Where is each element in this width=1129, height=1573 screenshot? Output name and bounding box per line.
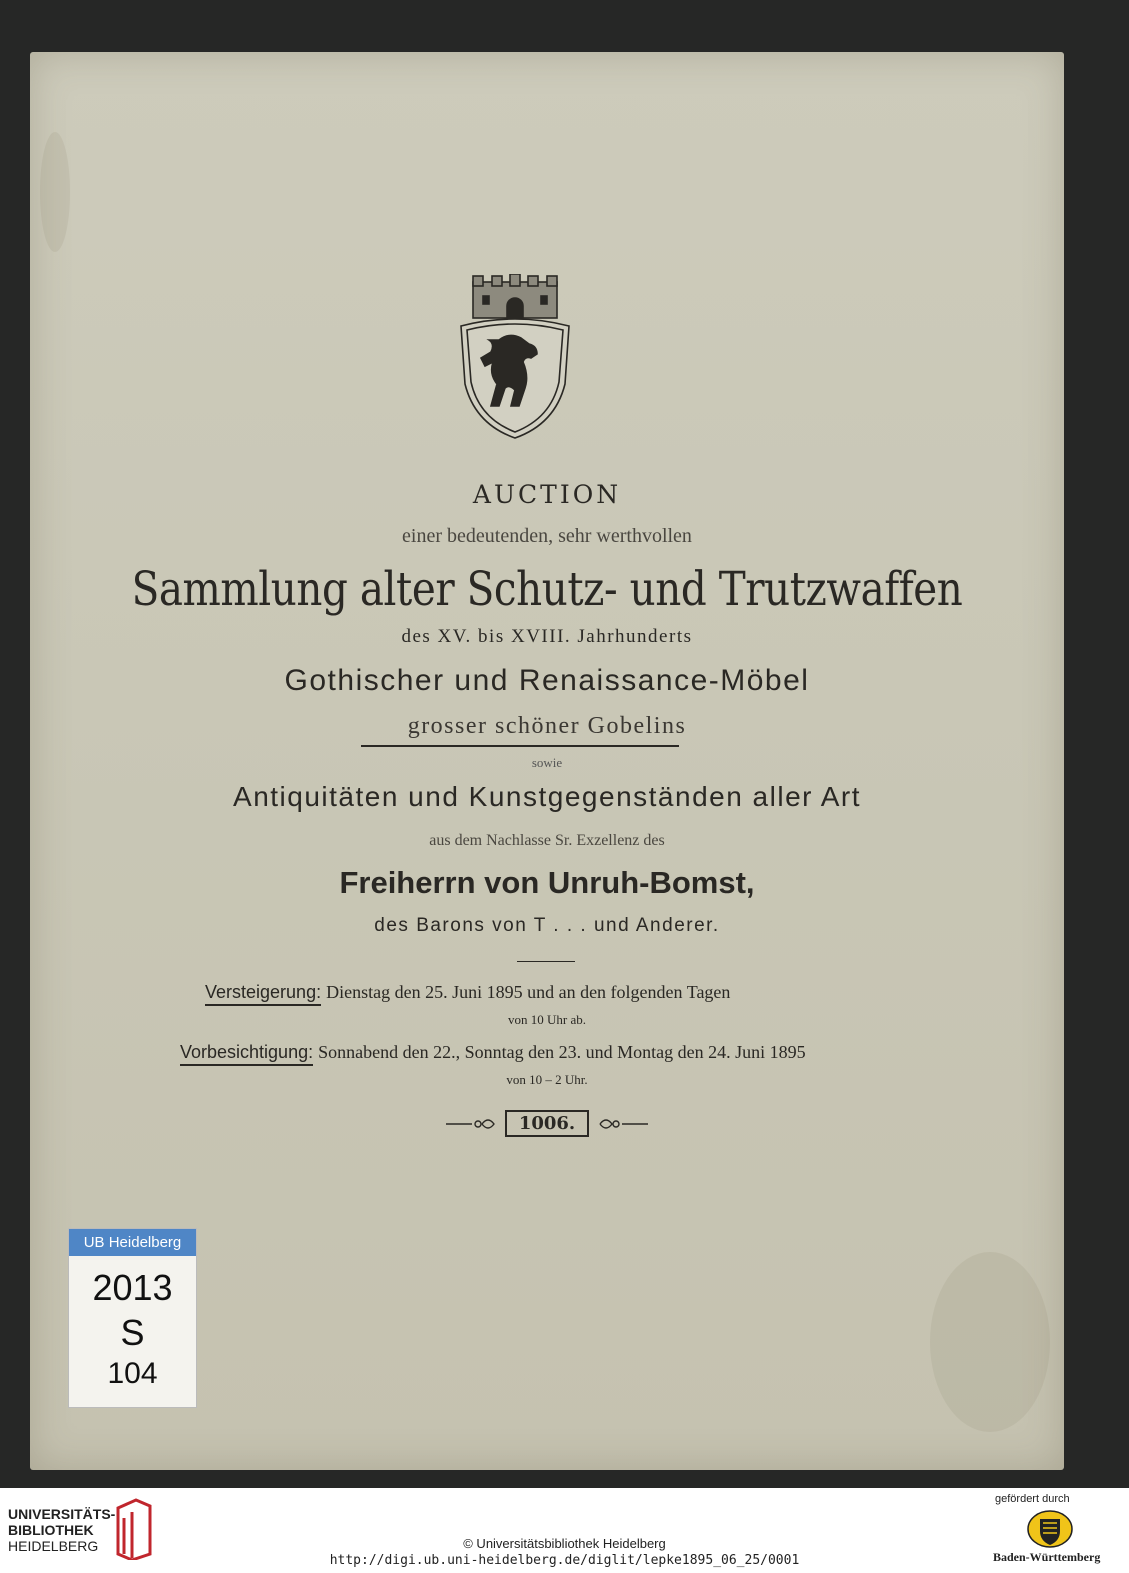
main-title: Sammlung alter Schutz- und Trutzwaffen xyxy=(131,562,963,617)
shelf-mark-line: S xyxy=(120,1312,145,1353)
heading-furniture: Gothischer und Renaissance-Möbel xyxy=(284,664,810,697)
subtitle-barons: des Barons von T . . . und Anderer. xyxy=(374,915,720,936)
library-name-line: HEIDELBERG xyxy=(8,1538,99,1554)
footer-copyright: © Universitätsbibliothek Heidelberg xyxy=(463,1536,666,1551)
schedule-label: Versteigerung: xyxy=(205,982,321,1006)
paper-stain xyxy=(40,132,70,252)
shelf-mark-line: 2013 xyxy=(92,1267,173,1308)
baden-wuerttemberg-emblem-icon xyxy=(1027,1509,1073,1549)
footer-bar xyxy=(0,1488,1129,1573)
title-auction: AUCTION xyxy=(472,480,622,509)
heading-gobelins: grosser schöner Gobelins xyxy=(407,713,687,739)
schedule-text: Dienstag den 25. Juni 1895 und an den folgenden Tagen xyxy=(326,982,731,1002)
schedule-label: Vorbesichtigung: xyxy=(180,1042,313,1066)
paper-stain xyxy=(930,1252,1050,1432)
schedule-preview-row xyxy=(180,1042,806,1063)
subtitle-line: einer bedeutenden, sehr werthvollen xyxy=(402,525,692,547)
heading-antiquities: Antiquitäten und Kunstgegenständen aller Art xyxy=(233,781,861,812)
shelf-label-header: UB Heidelberg xyxy=(69,1229,196,1256)
schedule-time: von 10 – 2 Uhr. xyxy=(506,1072,588,1087)
divider-line xyxy=(361,745,679,747)
ornament-right-icon xyxy=(598,1115,650,1133)
library-shelf-label xyxy=(68,1228,197,1408)
shelf-mark-line: 104 xyxy=(107,1357,158,1390)
library-name-line: UNIVERSITÄTS- xyxy=(8,1506,116,1522)
ornament-left-icon xyxy=(444,1115,496,1133)
library-name-line: BIBLIOTHEK xyxy=(8,1522,94,1538)
footer-url-link[interactable]: http://digi.ub.uni-heidelberg.de/diglit/lepke1895_06_25/0001 xyxy=(329,1553,800,1568)
word-sowie: sowie xyxy=(531,755,563,770)
funder-name: Baden-Württemberg xyxy=(993,1550,1101,1564)
catalog-number: 1006. xyxy=(505,1110,589,1137)
schedule-auction-row xyxy=(205,982,730,1003)
schedule-text: Sonnabend den 22., Sonntag den 23. und Montag den 24. Juni 1895 xyxy=(318,1042,806,1062)
catalog-number-block xyxy=(30,1110,1064,1137)
subtitle-estate: aus dem Nachlasse Sr. Exzellenz des xyxy=(429,832,665,849)
heading-freiherr: Freiherrn von Unruh-Bomst, xyxy=(339,865,755,900)
berlin-coat-of-arms-icon xyxy=(455,274,575,440)
divider-line xyxy=(517,961,575,962)
funder-label: gefördert durch xyxy=(995,1493,1070,1505)
schedule-time: von 10 Uhr ab. xyxy=(508,1012,586,1027)
subtitle-century: des XV. bis XVIII. Jahrhunderts xyxy=(401,626,693,647)
